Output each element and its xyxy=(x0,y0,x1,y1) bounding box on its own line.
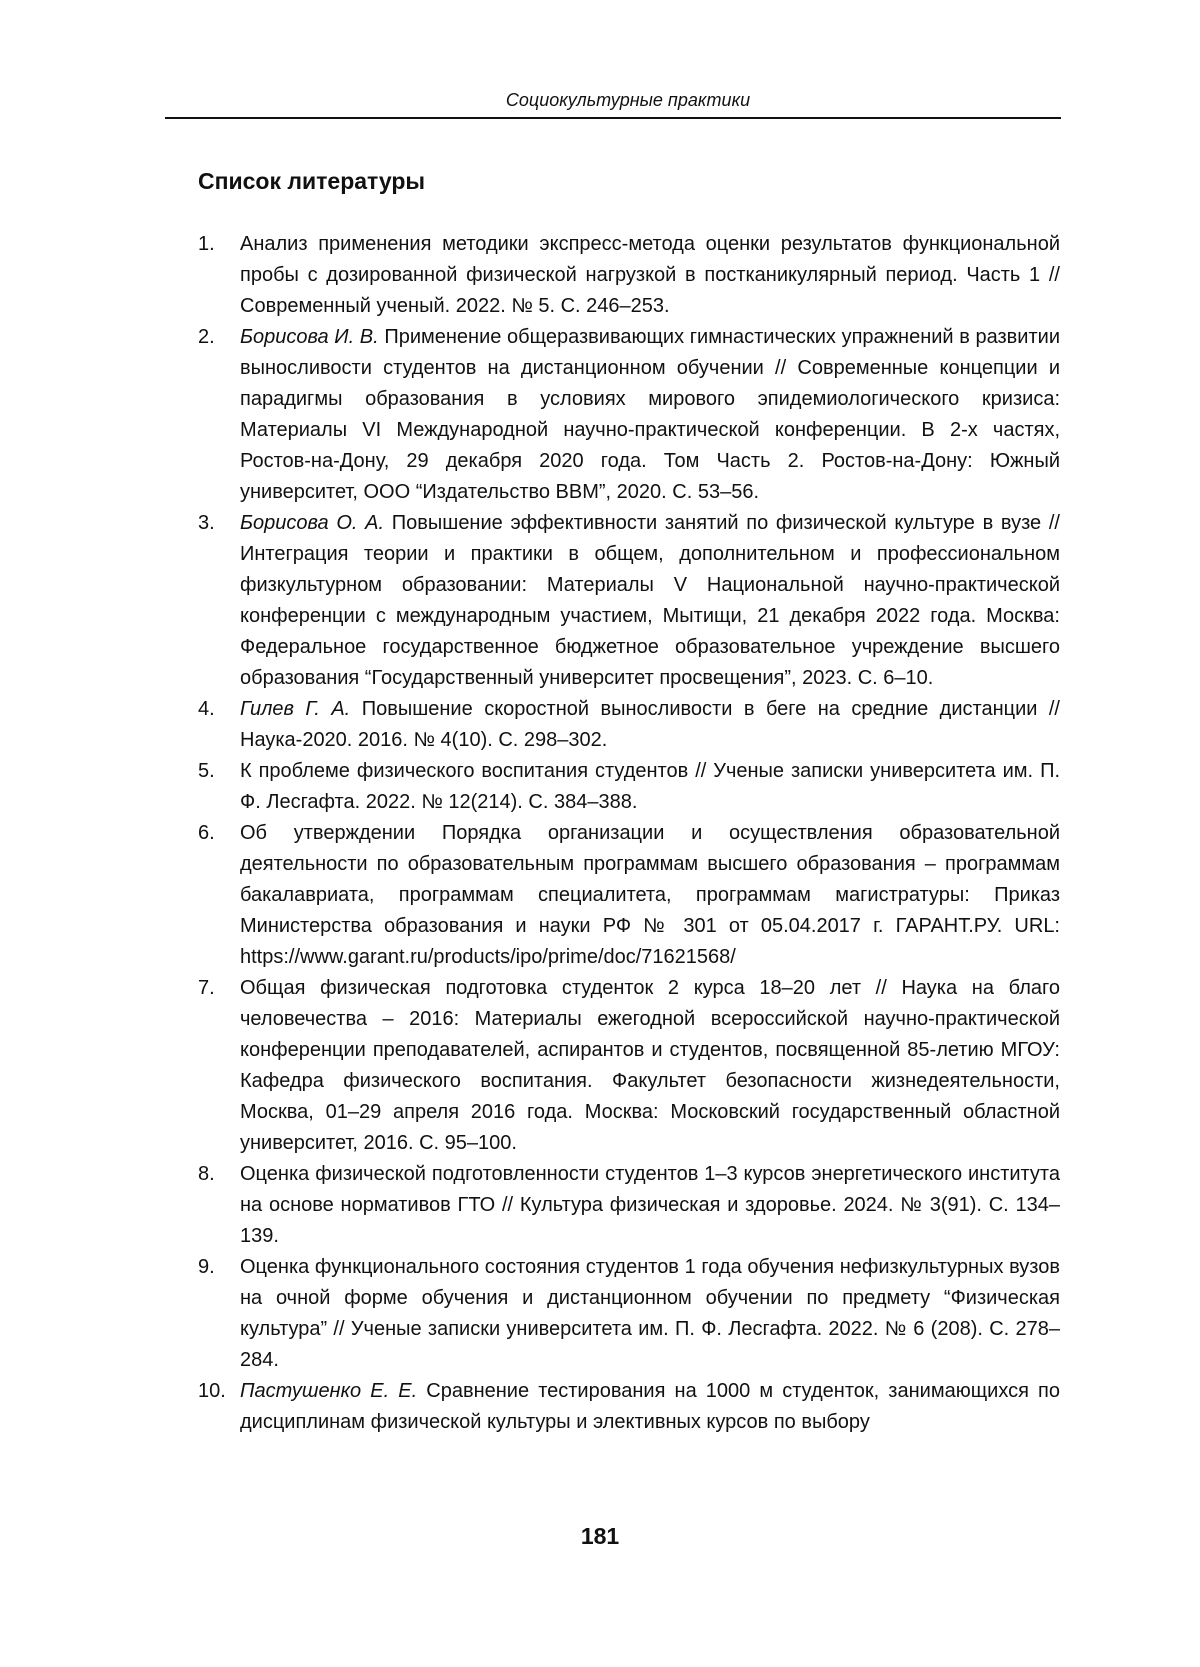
reference-item xyxy=(198,322,1060,508)
reference-author: Гилев Г. А. xyxy=(240,698,351,720)
reference-author: Борисова О. А. xyxy=(240,512,385,534)
reference-number: 4. xyxy=(198,698,215,720)
reference-text: Оценка функционального состояния студентов 1 года обучения нефизкультурных вузов на очной форме обучения и дистанционном обучении по предмету “Физическая культура” // Ученые записки университета им. П. Ф. Лесгафта. 2022. № 6 (208). С. 278–284. xyxy=(240,1256,1060,1371)
reference-text: Применение общеразвивающих гимнастических упражнений в развитии выносливости студентов на дистанционном обучении // Современные концепции и парадигмы образования в условиях мирового эпидемиологического кризиса: Материалы VI Международной научно-практической конференции. В 2-х частях, Ростов-на-Дону, 29 декабря 2020 года. Том Часть 2. Ростов-на-Дону: Южный университет, ООО “Издательство ВВМ”, 2020. С. 53–56. xyxy=(240,326,1060,503)
reference-list xyxy=(198,229,1060,1438)
reference-text: Общая физическая подготовка студенток 2 курса 18–20 лет // Наука на благо человечества – 2016: Материалы ежегодной всероссийской научно-практической конференции преподавателей, аспирантов и студентов, посвященной 85-летию МГОУ: Кафедра физического воспитания. Факультет безопасности жизнедеятельности, Москва, 01–29 апреля 2016 года. Москва: Московский государственный областной университет, 2016. С. 95–100. xyxy=(240,977,1060,1154)
reference-text: Об утверждении Порядка организации и осуществления образовательной деятельности по образовательным программам высшего образования – программам бакалавриата, программам специалитета, программам магистратуры: Приказ Министерства образования и науки РФ № 301 от 05.04.2017 г. ГАРАНТ.РУ. URL: https://www.garant.ru/products/ipo/prime/doc/71621568/ xyxy=(240,822,1060,968)
reference-number: 7. xyxy=(198,977,215,999)
page-number: 181 xyxy=(580,1523,620,1549)
reference-text: Повышение эффективности занятий по физической культуре в вузе // Интеграция теории и практики в общем, дополнительном и профессиональном физкультурном образовании: Материалы V Национальной научно-практической конференции с международным участием, Мытищи, 21 декабря 2022 года. Москва: Федеральное государственное бюджетное образовательное учреждение высшего образования “Государственный университет просвещения”, 2023. С. 6–10. xyxy=(240,512,1060,689)
reference-item xyxy=(198,1376,1060,1438)
reference-author: Пастушенко Е. Е. xyxy=(240,1380,418,1402)
header-rule xyxy=(165,117,1061,119)
reference-item xyxy=(198,818,1060,973)
reference-item xyxy=(198,508,1060,694)
reference-item xyxy=(198,229,1060,322)
reference-number: 3. xyxy=(198,512,215,534)
reference-text: Сравнение тестирования на 1000 м студенток, занимающихся по дисциплинам физической культуры и элективных курсов по выбору xyxy=(240,1380,1060,1433)
reference-number: 8. xyxy=(198,1163,215,1185)
reference-number: 6. xyxy=(198,822,215,844)
reference-item xyxy=(198,1252,1060,1376)
reference-text: Анализ применения методики экспресс-метода оценки результатов функциональной пробы с дозированной физической нагрузкой в постканикулярный период. Часть 1 // Современный ученый. 2022. № 5. С. 246–253. xyxy=(240,233,1060,317)
reference-item xyxy=(198,973,1060,1159)
section-title: Список литературы xyxy=(198,168,426,194)
reference-item xyxy=(198,694,1060,756)
reference-number: 10. xyxy=(198,1380,226,1402)
reference-text: Повышение скоростной выносливости в беге на средние дистанции // Наука-2020. 2016. № 4(10). С. 298–302. xyxy=(240,698,1060,751)
reference-item xyxy=(198,756,1060,818)
reference-item xyxy=(198,1159,1060,1252)
reference-number: 2. xyxy=(198,326,215,348)
reference-number: 9. xyxy=(198,1256,215,1278)
running-header: Социокультурные практики xyxy=(505,90,751,110)
reference-text: Оценка физической подготовленности студентов 1–3 курсов энергетического института на основе нормативов ГТО // Культура физическая и здоровье. 2024. № 3(91). С. 134–139. xyxy=(240,1163,1060,1247)
reference-number: 5. xyxy=(198,760,215,782)
reference-text: К проблеме физического воспитания студентов // Ученые записки университета им. П. Ф. Лесгафта. 2022. № 12(214). С. 384–388. xyxy=(240,760,1060,813)
reference-author: Борисова И. В. xyxy=(240,326,379,348)
reference-number: 1. xyxy=(198,233,215,255)
